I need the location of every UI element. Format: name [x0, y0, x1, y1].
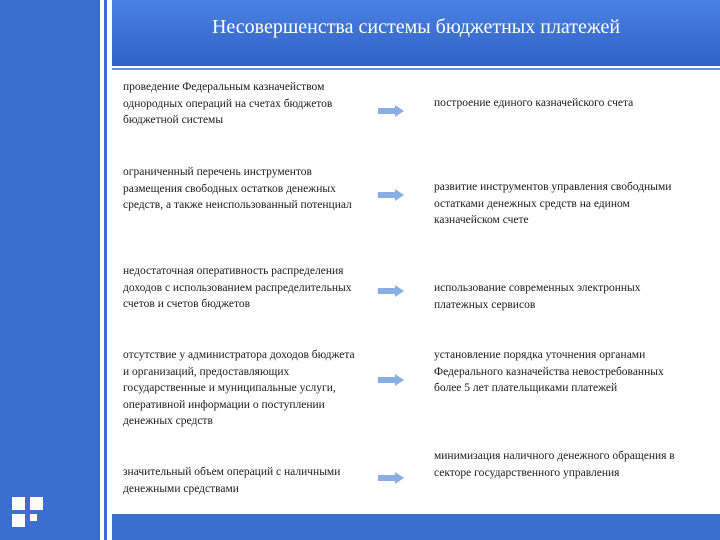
problem-text: недостаточная оперативность распределения доходов с использованием распределительных счетов и счетов бюджетов [123, 265, 352, 310]
sidebar-divider [104, 0, 107, 540]
right-arrow-icon [378, 472, 404, 484]
solution-text: построение единого казначейского счета [434, 97, 634, 109]
footer-bar [112, 514, 720, 540]
right-arrow-icon [378, 374, 404, 386]
right-arrow-icon [378, 285, 404, 297]
problem-text: отсутствие у администратора доходов бюджета и организаций, предоставляющих государственные и муниципальные услуги, оперативной информации о поступлении денежных средств [123, 349, 355, 427]
logo-square-icon [12, 514, 25, 527]
sidebar [0, 0, 100, 540]
right-arrow-icon [378, 189, 404, 201]
right-arrow-icon [378, 105, 404, 117]
solution-text: использование современных электронных платежных сервисов [434, 282, 641, 311]
header-divider [112, 68, 720, 70]
problem-text: ограниченный перечень инструментов размещения свободных остатков денежных средств, а также неиспользованный потенциал [123, 166, 352, 211]
solution-text: развитие инструментов управления свободными остатками денежных средств на едином казначейском счете [434, 181, 672, 226]
problem-text: проведение Федеральным казначейством однородных операций на счетах бюджетов бюджетной системы [123, 81, 333, 126]
logo-square-icon [30, 497, 43, 510]
logo-square-icon [12, 497, 25, 510]
logo-square-icon [30, 514, 37, 521]
solution-text: минимизация наличного денежного обращения в секторе государственного управления [434, 450, 675, 479]
solution-text: установление порядка уточнения органами Федерального казначейства невостребованных более 5 лет плательщиками платежей [434, 349, 664, 394]
problem-text: значительный объем операций с наличными денежными средствами [123, 466, 341, 495]
page-title: Несовершенства системы бюджетных платежей [211, 16, 621, 38]
